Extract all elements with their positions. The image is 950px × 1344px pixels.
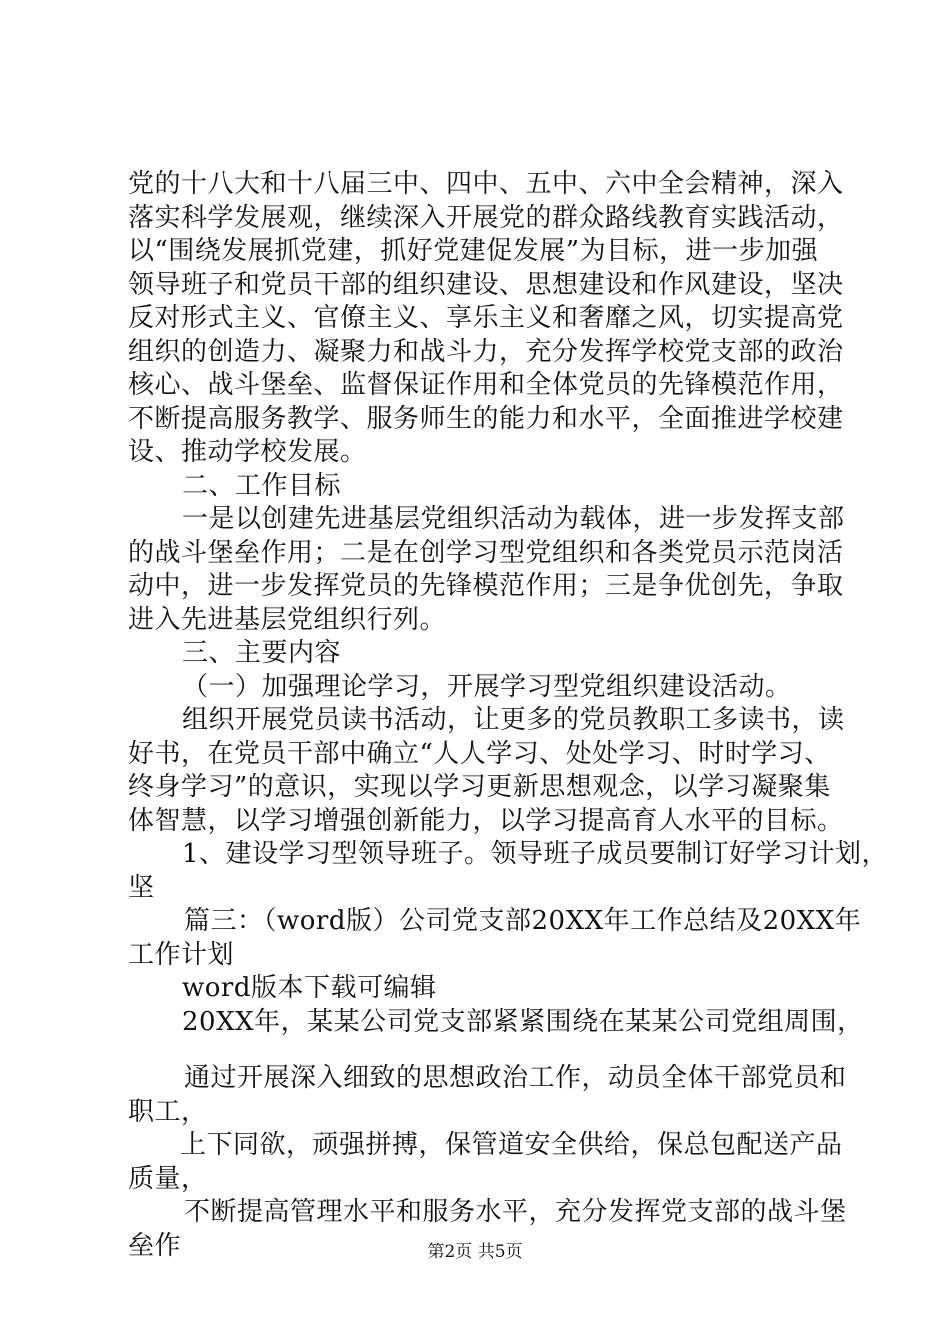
body-line: 党的十八大和十八届三中、四中、五中、六中全会精神，深入 [128, 169, 844, 199]
chapter-title: 工作计划 [128, 939, 235, 970]
body-line: 不断提高服务教学、服务师生的能力和水平，全面推进学校建 [128, 403, 844, 434]
section-heading-work-goals: 二、工作目标 [182, 470, 342, 501]
body-line: 反对形式主义、官僚主义、享乐主义和奢靡之风，切实提高党 [128, 303, 844, 333]
body-line: 动中，进一步发挥党员的先锋模范作用；三是争优创先，争取 [128, 571, 844, 601]
body-line: 组织开展党员读书活动，让更多的党员教职工多读书，读 [182, 705, 845, 735]
word-version-note: word版本下载可编辑 [182, 973, 437, 1003]
body-line: 一是以创建先进基层党组织活动为载体，进一步发挥支部 [182, 504, 845, 534]
intro-line: 20XX年，某某公司党支部紧紧围绕在某某公司党组周围， [182, 1006, 864, 1037]
body-line: 通过开展深入细致的思想政治工作，动员全体干部党员和 [184, 1063, 847, 1093]
section-heading-main-content: 三、主要内容 [182, 638, 342, 668]
page-number-footer: 第2页 共5页 [427, 1242, 523, 1262]
body-line: 好书，在党员干部中确立“人人学习、处处学习、时时学习、 [128, 738, 831, 769]
paragraph-gap [128, 1039, 834, 1062]
body-line: 领导班子和党员干部的组织建设、思想建设和作风建设，坚决 [128, 269, 844, 300]
item-line: 坚 [128, 872, 155, 903]
body-line: 垒作 [128, 1230, 182, 1261]
body-line: 的战斗堡垒作用；二是在创学习型党组织和各类党员示范岗活 [128, 537, 844, 568]
body-line: 上下同欲，顽强拼搏，保管道安全供给，保总包配送产品 [180, 1130, 843, 1160]
body-line: 落实科学发展观，继续深入开展党的群众路线教育实践活动， [128, 202, 844, 233]
body-line: 进入先进基层党组织行列。 [128, 604, 447, 635]
body-line: 不断提高管理水平和服务水平，充分发挥党支部的战斗堡 [184, 1197, 847, 1227]
body-line: 质量， [128, 1163, 208, 1194]
document-body [128, 168, 889, 1263]
body-line: 以“围绕发展抓党建，抓好党建促发展”为目标，进一步加强 [128, 236, 819, 266]
body-line: 终身学习”的意识，实现以学习更新思想观念，以学习凝聚集 [128, 772, 831, 802]
subheading-theory-study: （一）加强理论学习，开展学习型党组织建设活动。 [182, 671, 792, 702]
body-line: 体智慧，以学习增强创新能力，以学习提高育人水平的目标。 [128, 805, 844, 836]
body-line: 设、推动学校发展。 [128, 437, 367, 467]
chapter-title: 篇三：（word版）公司党支部20XX年工作总结及20XX年 [184, 906, 862, 936]
body-line: 职工， [128, 1096, 208, 1127]
item-line: 1、建设学习型领导班子。领导班子成员要制订好学习计划， [182, 839, 889, 869]
body-line: 核心、战斗堡垒、监督保证作用和全体党员的先锋模范作用， [128, 370, 844, 400]
body-line: 组织的创造力、凝聚力和战斗力，充分发挥学校党支部的政治 [128, 336, 844, 367]
